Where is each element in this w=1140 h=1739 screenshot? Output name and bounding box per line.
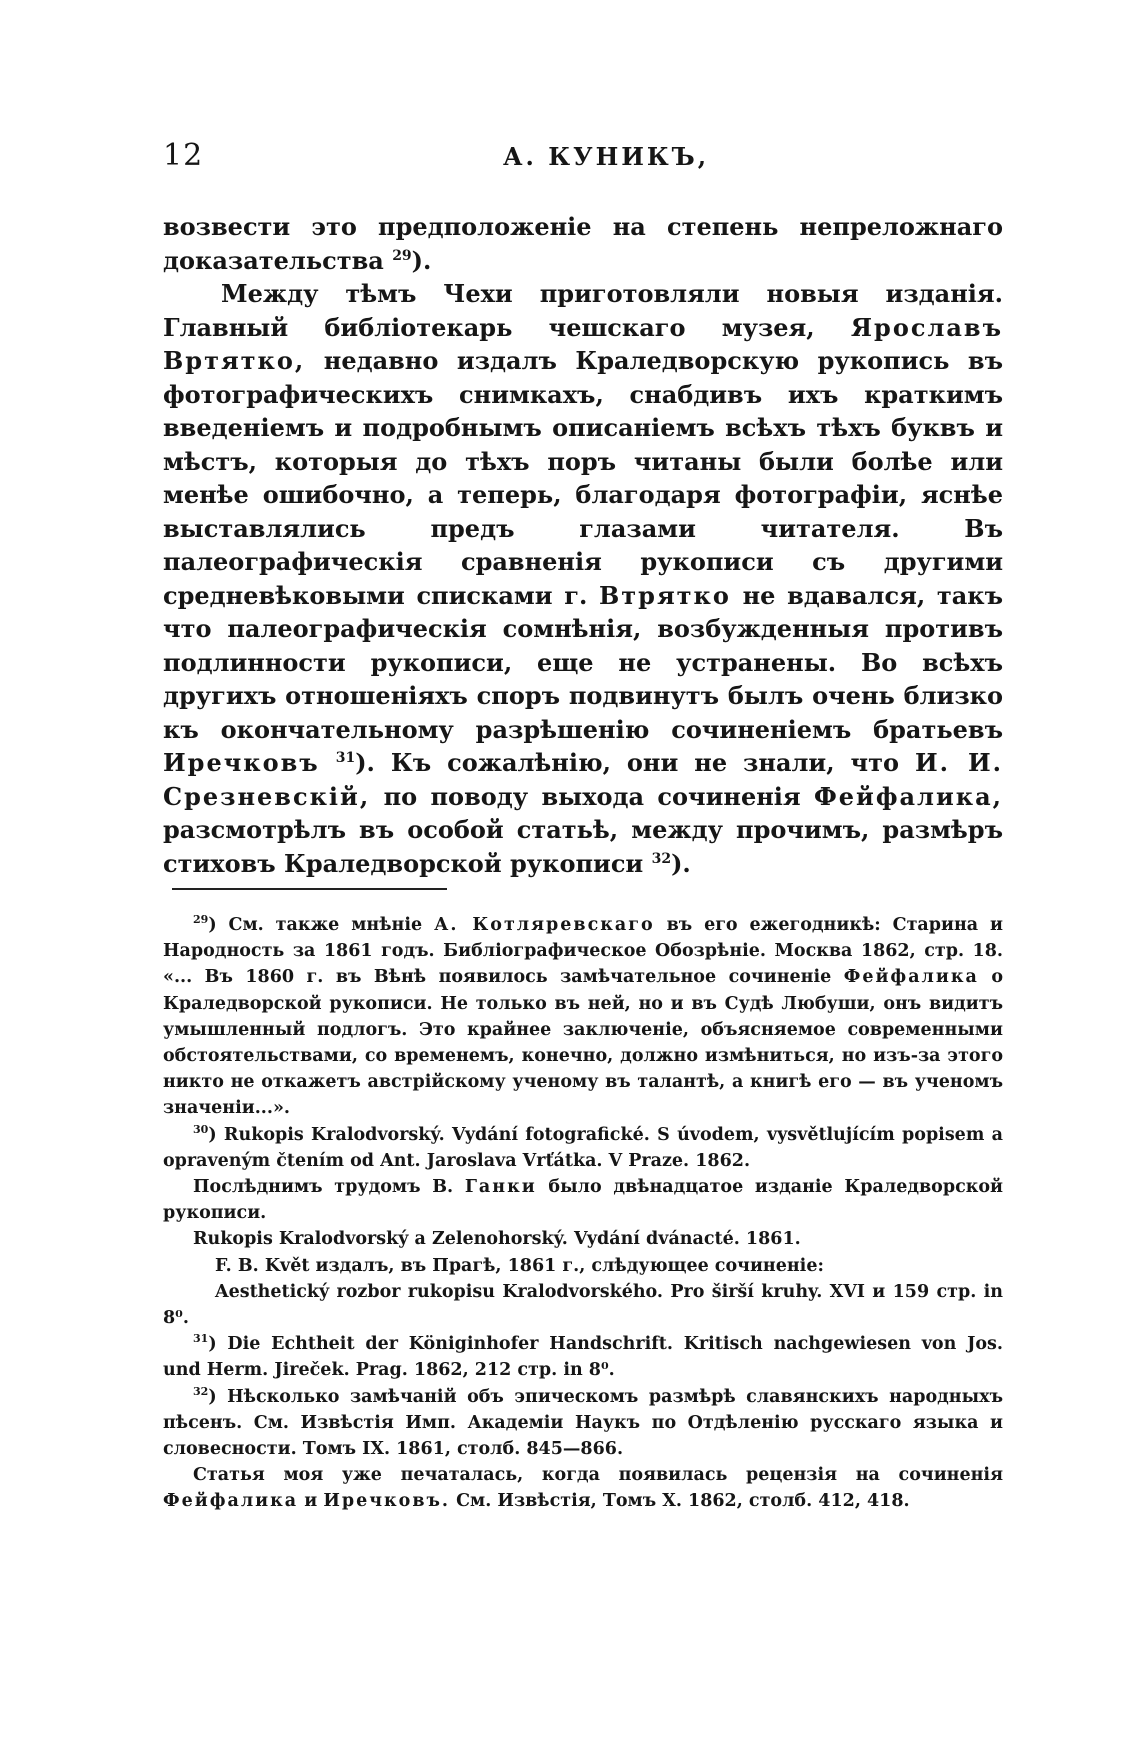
paragraph-2-text-d: ). Къ сожалѣнію, они не знали, что [355, 748, 899, 777]
footnote-30-continuation-2 [163, 1226, 1003, 1252]
footnote-30-name-hanka: Ганки [464, 1177, 537, 1198]
name-sreznevsky: И. И. Срезневскій, [163, 748, 1004, 811]
footnote-30-text-b2: было двѣнадцатое изданіе Краледворской рукописи. [163, 1177, 1004, 1224]
footnote-divider [172, 888, 447, 890]
footnote-29 [163, 912, 1003, 1122]
footnote-30-text-a: ) Rukopis Kralodvorský. Vydání fotografické. S úvodem, vysvětlujícím popisem a opraveným čtením od Ant. Jaroslava Vrťátka. V Praze. 1862. [163, 1124, 1003, 1171]
paragraph-2-end: ). [671, 848, 691, 878]
footnote-30-text-b1: Послѣднимъ трудомъ В. [193, 1177, 454, 1198]
footnote-31 [163, 1331, 1003, 1383]
main-text [163, 210, 1003, 880]
name-vrtyatko-2: Втрятко [599, 580, 731, 610]
paragraph-1-text: возвести это предположеніе на степень непреложнаго доказательства [163, 212, 1003, 275]
footnote-32 [163, 1384, 1003, 1463]
footnote-32-text-b1: Статья моя уже печаталась, когда появилась рецензія на сочиненія [193, 1465, 1003, 1486]
footnote-29-text-c: о Краледворской рукописи. Не только въ ней, но и въ Судѣ Любуши, онъ видитъ умышленный подлогъ. Это крайнее заключеніе, объясняемое современными обстоятельствами, со временемъ, конечно, должно измѣниться, но изъ-за этого никто не откажетъ австрійскому ученому въ талантѣ, а книгѣ его — въ ученомъ значеніи...». [163, 967, 1004, 1119]
footnote-30-text-d: F. B. Květ издалъ, въ Прагѣ, 1861 г., слѣдующее сочиненіе: [215, 1255, 824, 1276]
footnote-29-mark: 29 [193, 913, 209, 927]
footnote-ref-32: 32 [651, 850, 672, 867]
footnote-30-mark: 30 [193, 1122, 209, 1136]
name-feifalik: Фейфалика, [814, 781, 1004, 811]
footnote-30-text-e: Aesthetický rozbor rukopisu Kralodvorského. Pro širší kruhy. XVI и 159 стр. in 8⁰. [163, 1281, 1003, 1329]
name-vrtyatko-1: Ярославъ Вртятко, [163, 312, 1003, 375]
footnote-29-text-a: ) См. также мнѣніе [208, 915, 423, 935]
page-number: 12 [163, 138, 204, 173]
footnote-ref-29: 29 [392, 247, 412, 264]
footnote-30-text-c: Rukopis Kralodvorský a Zelenohorský. Vydání dvánacté. 1861. [193, 1229, 801, 1250]
footnote-32-text-b3: См. Извѣстія, Томъ X. 1862, столб. 412, 418. [456, 1491, 910, 1512]
paragraph-2-text-e: по поводу выхода сочиненія [383, 781, 801, 811]
footnote-32-name-irechek: Иречковъ. [323, 1491, 451, 1512]
footnote-30-continuation-3 [163, 1253, 1003, 1279]
footnote-ref-31: 31 [335, 750, 356, 766]
paragraph-2-text-f: разсмотрѣлъ въ особой статьѣ, между прочимъ, размѣръ стиховъ Краледворской рукописи [163, 815, 1003, 878]
footnote-31-text: ) Die Echtheit der Königinhofer Handschrift. Kritisch nachgewiesen von Jos. und Herm. Jireček. Prag. 1862, 212 стр. in 8⁰. [163, 1334, 1003, 1381]
footnote-32-text-a: ) Нѣсколько замѣчаній объ эпическомъ размѣрѣ славянскихъ народныхъ пѣсенъ. См. Извѣстія Имп. Академіи Наукъ по Отдѣленію русскаго языка и словесности. Томъ IX. 1861, столб. 845—866. [163, 1386, 1003, 1460]
footnote-30 [163, 1122, 1003, 1174]
footnote-30-continuation-1 [163, 1174, 1003, 1226]
paragraph-2-text-a: Между тѣмъ Чехи приготовляли новыя изданія. Главный библіотекарь чешскаго музея, [163, 279, 1003, 342]
footnote-29-name-feifalik: Фейфалика [843, 967, 979, 988]
footnote-32-text-b2: и [304, 1491, 318, 1512]
footnotes [163, 912, 1003, 1515]
footnote-32-mark: 32 [193, 1384, 209, 1398]
footnote-29-text-b: въ его ежегодникѣ: Старина и Народность за 1861 годъ. Библіографическое Обозрѣніе. Москва 1862, стр. 18. «... Въ 1860 г. въ Вѣнѣ появилось замѣчательное сочиненіе [163, 915, 1004, 988]
paragraph-2-text-c: не вдавался, такъ что палеографическія сомнѣнія, возбужденныя противъ подлинности рукописи, еще не устранены. Во всѣхъ другихъ отношеніяхъ споръ подвинутъ былъ очень близко къ окончательному разрѣшенію сочиненіемъ братьевъ [163, 580, 1004, 744]
footnote-29-name-kotlyarevsky: А. Котляревскаго [434, 915, 655, 935]
running-head: А. КУНИКЪ, [503, 142, 710, 171]
paragraph-2-text-b: недавно издалъ Краледворскую рукопись въ фотографическихъ снимкахъ, снабдивъ ихъ краткимъ введеніемъ и подробнымъ описаніемъ всѣхъ тѣхъ буквъ и мѣстъ, которыя до тѣхъ поръ читаны были болѣе или менѣе ошибочно, а теперь, благодаря фотографіи, яснѣе выставлялись предъ глазами читателя. Въ палеографическія сравненія рукописи съ другими средневѣковыми списками г. [163, 346, 1003, 610]
footnote-30-continuation-4 [163, 1279, 1003, 1331]
paragraph-1-end: ). [411, 245, 432, 275]
name-irechek: Иречковъ [163, 748, 320, 777]
paragraph-2 [163, 277, 1003, 880]
footnote-32-name-feifalik: Фейфалика [163, 1491, 299, 1512]
paragraph-1 [163, 210, 1003, 277]
footnote-31-mark: 31 [193, 1332, 209, 1346]
footnote-32-continuation [163, 1462, 1003, 1514]
page-header [163, 138, 1003, 178]
